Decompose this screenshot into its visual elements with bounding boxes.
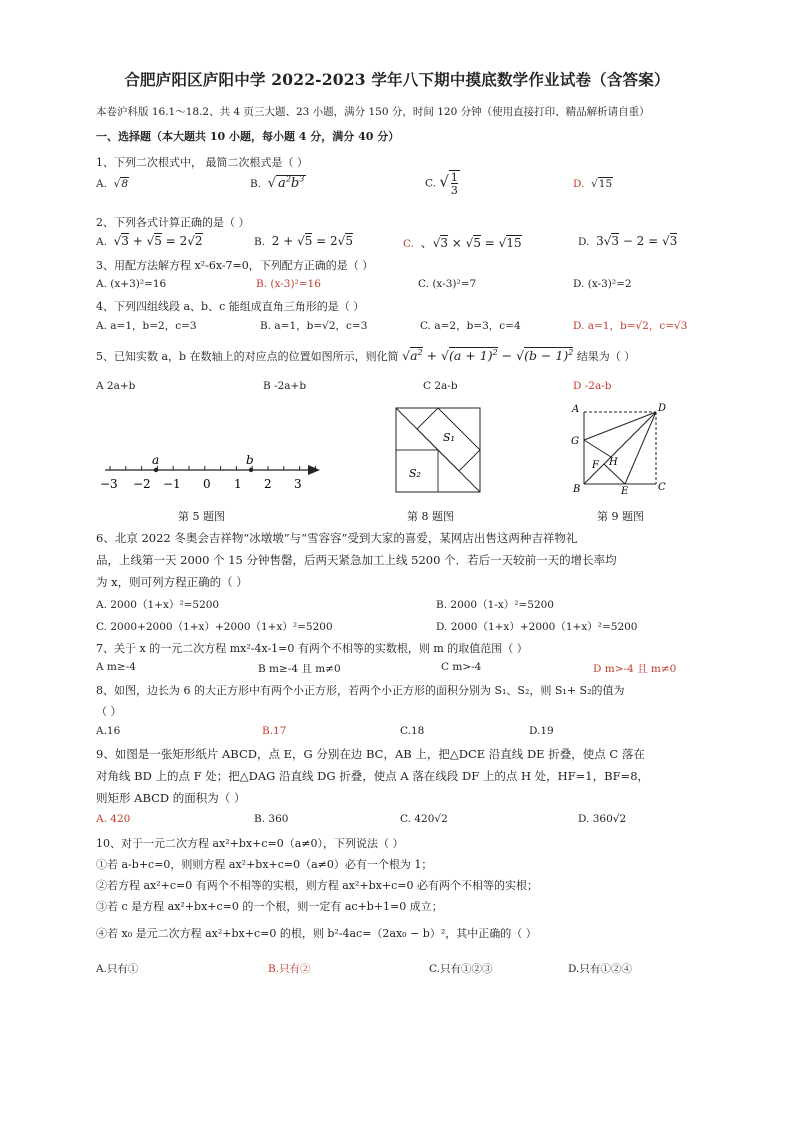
q10-option-a: A.只有① — [96, 963, 139, 975]
q5-option-c: C 2a-b — [423, 380, 458, 392]
question-9-line-1: 9、如图是一张矩形纸片 ABCD，点 E，G 分别在边 BC，AB 上，把△DCE 沿直线 DE 折叠，使点 C 落在 — [96, 747, 645, 761]
q6-option-b: B. 2000（1-x）²=5200 — [436, 599, 554, 611]
fold-DE — [625, 412, 656, 484]
q2-option-a: A. √3 + √5 = 2√2 — [96, 234, 203, 248]
question-6-line-2: 品，上线第一天 2000 个 15 分钟售罄，后两天紧急加工上线 5200 个．若后一天较前一天的增长率均 — [96, 553, 617, 567]
tick-label-2: 2 — [264, 477, 272, 491]
label-A: A — [572, 404, 580, 415]
label-G: G — [571, 436, 579, 447]
tick-label-0: 0 — [203, 477, 211, 491]
q3-option-d: D. (x-3)²=2 — [573, 278, 632, 290]
point-b-dot — [249, 468, 253, 472]
figure-9-caption: 第 9 题图 — [597, 510, 644, 523]
figure-5-number-line — [100, 450, 325, 500]
q2-option-c: C. 、√3 × √5 = √15 — [403, 236, 522, 250]
tick-label-1: 1 — [234, 477, 242, 491]
question-10-stem: 10、对于一元二次方程 ax²+bx+c=0（a≠0），下列说法（ ） — [96, 837, 404, 850]
figure-8-caption: 第 8 题图 — [407, 510, 454, 523]
q10-statement-3: ③若 c 是方程 ax²+bx+c=0 的一个根，则一定有 ac+b+1=0 成立； — [96, 900, 443, 913]
segment-GH — [584, 440, 611, 457]
q7-option-a: A m≥-4 — [96, 661, 136, 673]
q4-option-b: B. a=1，b=√2，c=3 — [260, 320, 368, 332]
question-8-stem: 8、如图，边长为 6 的大正方形中有两个小正方形，若两个小正方形的面积分别为 S₁、S₂，则 S₁+ S₂的值为 — [96, 684, 625, 697]
q4-option-d: D. a=1，b=√2，c=√3 — [573, 320, 688, 332]
q3-option-c: C. (x-3)²=7 — [418, 278, 477, 290]
q6-option-a: A. 2000（1+x）²=5200 — [96, 599, 220, 611]
q8-option-a: A.16 — [96, 725, 121, 737]
tick-label-3: 3 — [294, 477, 302, 491]
question-9-line-3: 则矩形 ABCD 的面积为（ ） — [96, 791, 246, 805]
section-heading: 一、选择题（本大题共 10 小题，每小题 4 分，满分 40 分） — [96, 130, 400, 143]
label-D: D — [658, 403, 667, 414]
figure-8-squares — [395, 407, 481, 493]
q2-option-d: D. 3√3 − 2 = √3 — [578, 234, 678, 248]
s2-label: S₂ — [409, 467, 421, 480]
point-a-dot — [154, 468, 158, 472]
q4-option-c: C. a=2，b=3，c=4 — [420, 320, 521, 332]
number-line-arrow — [308, 465, 320, 475]
q3-option-a: A. (x+3)²=16 — [96, 278, 167, 290]
q10-option-d: D.只有①②④ — [568, 963, 632, 975]
q10-statement-2: ②若方程 ax²+c=0 有两个不相等的实根，则方程 ax²+bx+c=0 必有两个不相等的实根； — [96, 879, 538, 892]
q5-option-a: A 2a+b — [96, 380, 136, 392]
diagonal-BD — [584, 412, 656, 484]
q9-option-c: C. 420√2 — [400, 813, 448, 825]
q9-option-d: D. 360√2 — [578, 813, 627, 825]
q8-option-b: B.17 — [262, 725, 287, 737]
figure-9-rectangle — [568, 400, 672, 500]
question-6-line-1: 6、北京 2022 冬奥会吉祥物“冰墩墩”与“雪容容”受到大家的喜爱，某网店出售这两种吉祥物礼 — [96, 531, 578, 545]
q7-option-b: B m≥-4 且 m≠0 — [258, 663, 341, 675]
point-a-label: a — [152, 453, 160, 467]
tick-label-neg1: −1 — [163, 477, 181, 491]
question-9-line-2: 对角线 BD 上的点 F 处；把△DAG 沿直线 DG 折叠，使点 A 落在线段 DF 上的点 H 处，HF=1，BF=8， — [96, 769, 650, 783]
exam-info: 本卷沪科版 16.1～18.2、共 4 页三大题、23 小题，满分 150 分，时间 120 分钟（使用直接打印、精品解析请自重） — [96, 106, 650, 118]
point-b-label: b — [246, 453, 254, 467]
tick-label-neg3: −3 — [100, 477, 118, 491]
q9-option-a: A. 420 — [96, 813, 131, 825]
q10-option-b: B.只有② — [268, 963, 311, 975]
question-4-stem: 4、下列四组线段 a、b、c 能组成直角三角形的是（ ） — [96, 300, 365, 313]
label-E: E — [621, 486, 629, 497]
q8-option-d: D.19 — [529, 725, 554, 737]
question-3-stem: 3、用配方法解方程 x²-6x-7=0，下列配方正确的是（ ） — [96, 259, 374, 272]
label-C: C — [658, 482, 666, 493]
q4-option-a: A. a=1，b=2，c=3 — [96, 320, 197, 332]
s1-label: S₁ — [443, 431, 455, 444]
q1-option-b: B. √ $a^2b^3$ — [250, 174, 305, 191]
label-H: H — [609, 457, 618, 468]
figure-5-caption: 第 5 题图 — [178, 510, 225, 523]
q10-statement-4: ④若 x₀ 是元二次方程 ax²+bx+c=0 的根，则 b²-4ac=（2ax₀ − b）²，其中正确的（ ） — [96, 927, 537, 940]
page-title: 合肥庐阳区庐阳中学 2022-2023 学年八下期中摸底数学作业试卷（含答案） — [124, 70, 670, 89]
label-B: B — [573, 484, 581, 495]
question-8-paren: （ ） — [96, 705, 122, 718]
q3-option-b: B. (x-3)²=16 — [256, 278, 321, 290]
question-5-stem: 5、已知实数 a，b 在数轴上的对应点的位置如图所示，则化简 $√a^2 + √(a + 1)^2 - √(b - 1)^2$ 结果为（ ） — [96, 347, 636, 363]
question-1-stem: 1、下列二次根式中， 最简二次根式是（ ） — [96, 156, 308, 169]
fold-DG — [584, 412, 656, 440]
q1-option-d: D. √15 — [573, 178, 613, 190]
q6-option-d: D. 2000（1+x）+2000（1+x）²=5200 — [436, 621, 638, 633]
question-7-stem: 7、关于 x 的一元二次方程 mx²-4x-1=0 有两个不相等的实数根，则 m 的取值范围（ ） — [96, 642, 528, 655]
q2-option-b: B. 2 + √5 = 2√5 — [254, 234, 353, 248]
q1-option-c: C. √ 1 3 — [425, 171, 458, 197]
q5-option-b: B -2a+b — [263, 380, 307, 392]
q7-option-c: C m>-4 — [441, 661, 482, 673]
q6-option-c: C. 2000+2000（1+x）+2000（1+x）²=5200 — [96, 621, 333, 633]
q5-option-d: D -2a-b — [573, 380, 612, 392]
q10-option-c: C.只有①②③ — [429, 963, 493, 975]
q8-option-c: C.18 — [400, 725, 425, 737]
question-6-line-3: 为 x，则可列方程正确的（ ） — [96, 575, 248, 589]
question-2-stem: 2、下列各式计算正确的是（ ） — [96, 216, 250, 229]
q1-option-a: A. √8 — [96, 178, 128, 190]
label-F: F — [592, 460, 599, 471]
tick-label-neg2: −2 — [133, 477, 151, 491]
q9-option-b: B. 360 — [254, 813, 289, 825]
q10-statement-1: ①若 a-b+c=0，则则方程 ax²+bx+c=0（a≠0）必有一个根为 1； — [96, 858, 433, 871]
q7-option-d: D m>-4 且 m≠0 — [593, 663, 677, 675]
